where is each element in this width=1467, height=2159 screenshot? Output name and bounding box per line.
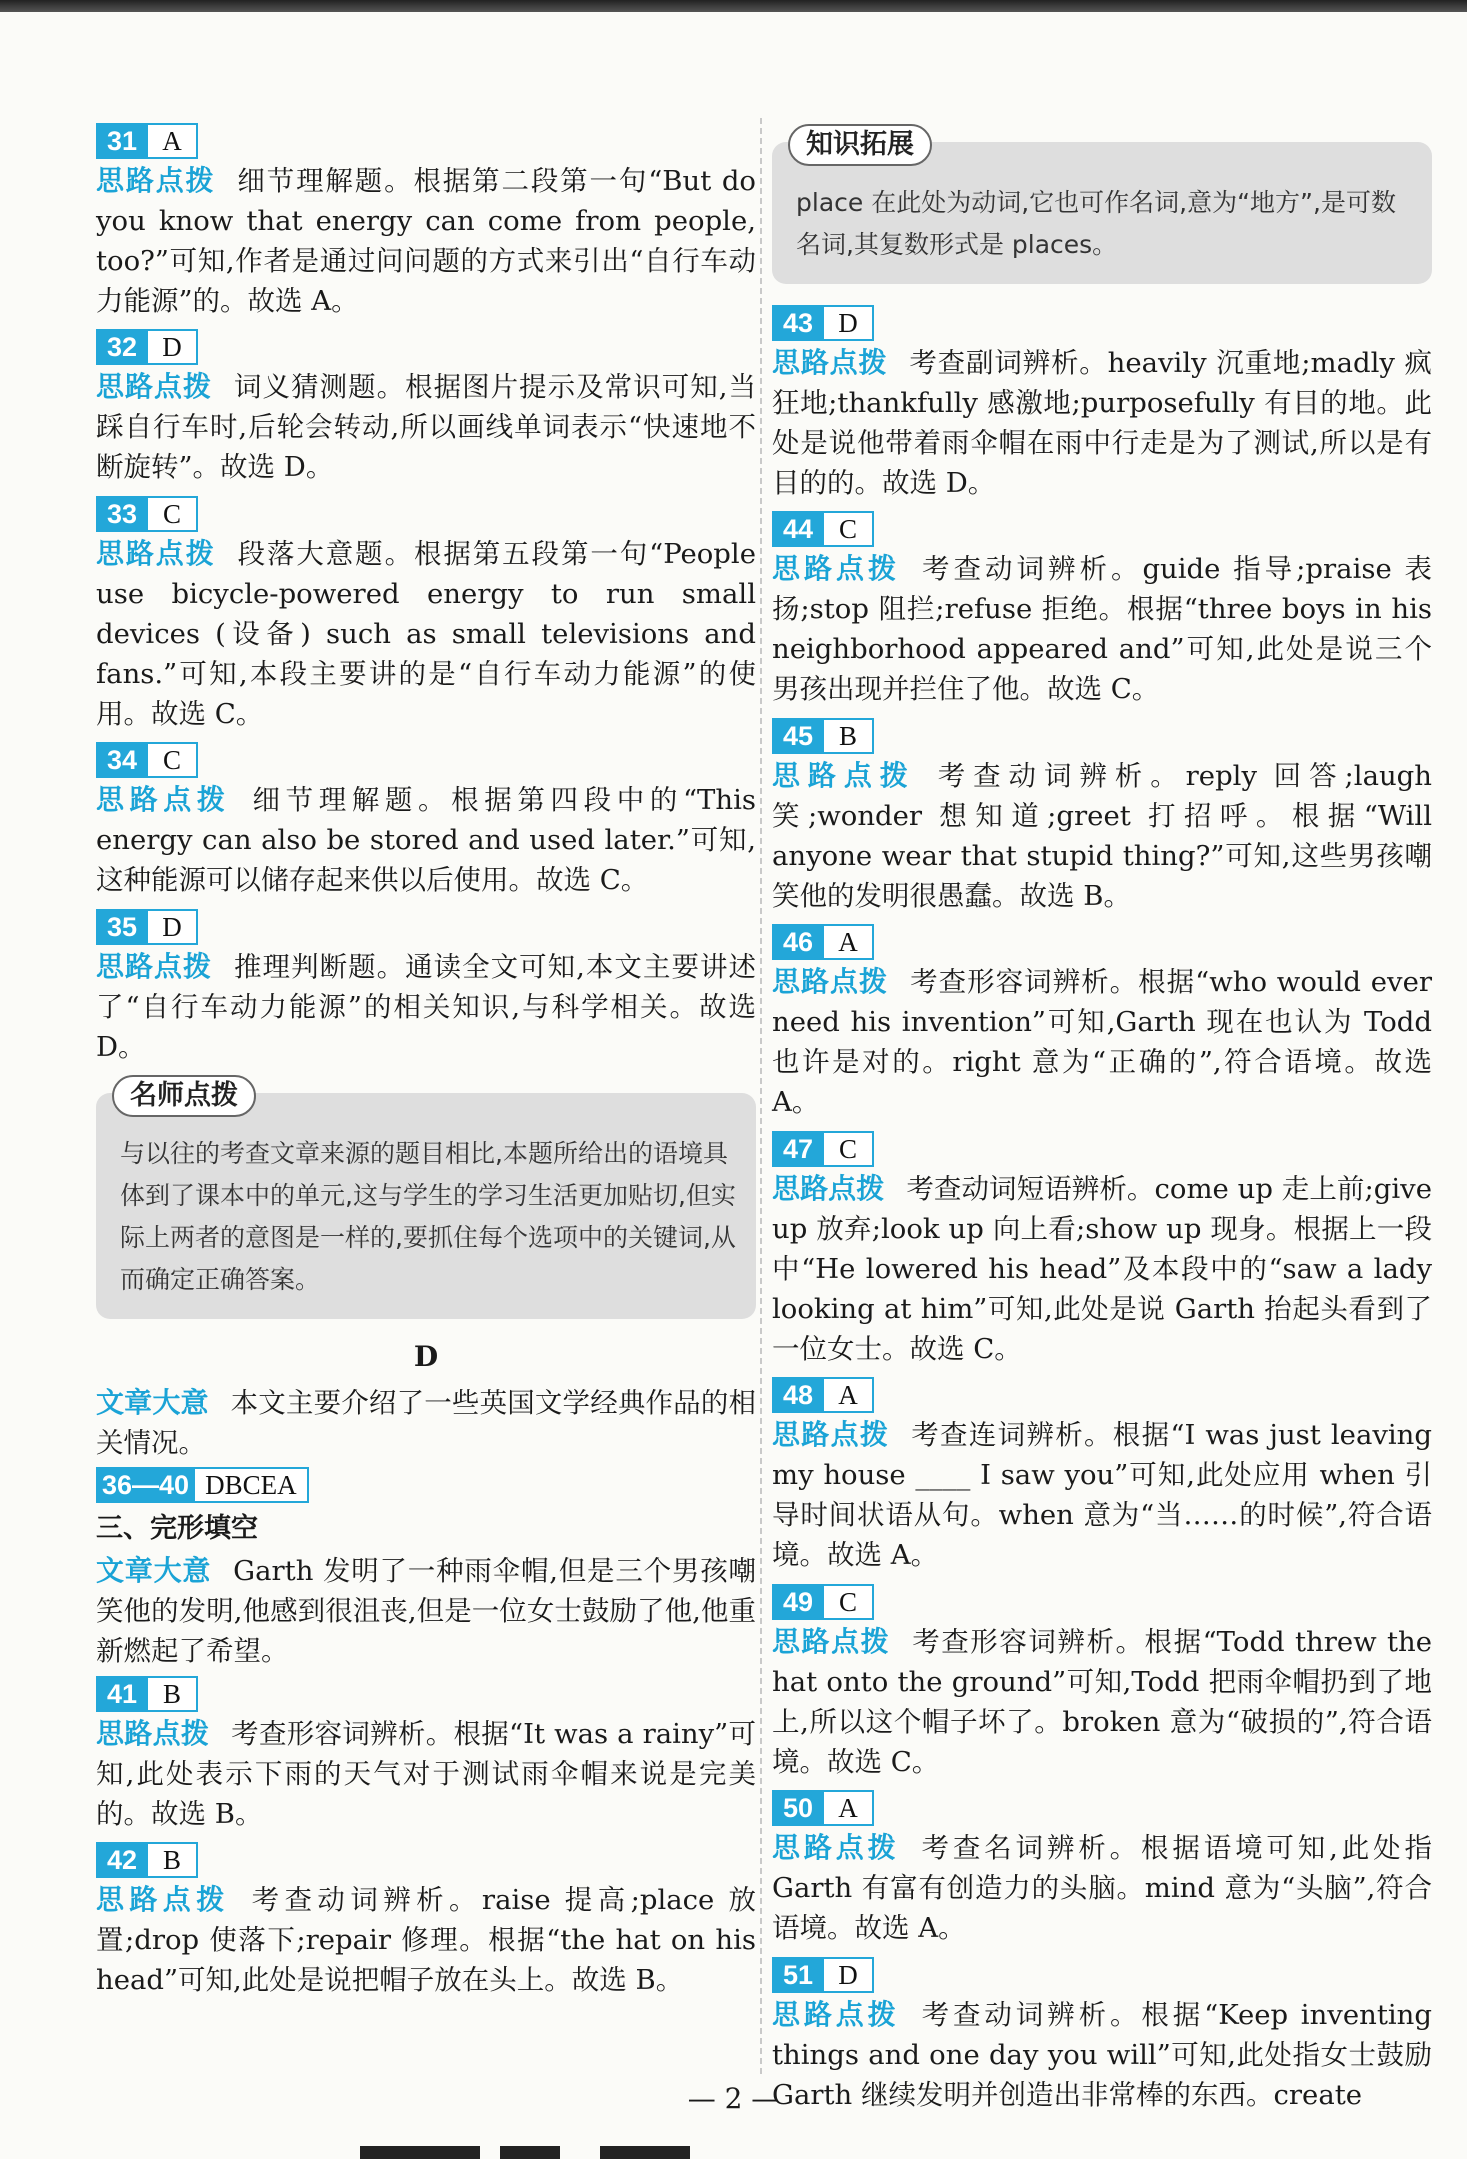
- hint-label: 思路点拨: [96, 949, 213, 983]
- question-tag: [96, 1676, 198, 1712]
- bottom-ink-mark: [360, 2146, 480, 2159]
- question-number: 35: [96, 909, 148, 945]
- hint-label: 思路点拨: [96, 370, 213, 403]
- answer-letter: A: [824, 924, 874, 960]
- explanation-text: 考查名词辨析。根据语境可知,此处指 Garth 有富有创造力的头脑。mind 意为“头脑”,符合语境。故选 A。: [772, 1832, 1432, 1944]
- question-number: 36—40: [96, 1467, 195, 1503]
- tip-box-text: place 在此处为动词,它也可作名词,意为“地方”,是可数名词,其复数形式是 places。: [796, 188, 1396, 259]
- top-edge-bar: [0, 0, 1467, 12]
- question-tag: [772, 1131, 874, 1167]
- answer-entry: [772, 1126, 1432, 1369]
- question-number: 47: [772, 1131, 824, 1167]
- question-tag: [772, 924, 874, 960]
- question-tag: [96, 329, 198, 365]
- question-number: 44: [772, 511, 824, 547]
- question-number: 51: [772, 1957, 824, 1993]
- answer-letter: A: [824, 1790, 874, 1826]
- right-column: [772, 120, 1432, 2119]
- question-number: 50: [772, 1790, 824, 1826]
- explanation-paragraph: [772, 343, 1432, 503]
- answer-entry: [772, 920, 1432, 1123]
- answer-entry: [772, 1373, 1432, 1576]
- hint-label: 思路点拨: [772, 965, 889, 998]
- hint-label: 思路点拨: [772, 1418, 890, 1451]
- hint-label: 思路点拨: [772, 1831, 900, 1864]
- question-number: 41: [96, 1676, 148, 1712]
- hint-label: 思路点拨: [96, 783, 231, 816]
- explanation-paragraph: [772, 1169, 1432, 1369]
- answer-letter: D: [148, 329, 198, 365]
- summary-text: Garth 发明了一种雨伞帽,但是三个男孩嘲笑他的发明,他感到很沮丧,但是一位女士鼓励了他,他重新燃起了希望。: [96, 1555, 756, 1667]
- answer-entry: [96, 491, 756, 734]
- question-tag: [96, 496, 198, 532]
- explanation-paragraph: [772, 756, 1432, 916]
- explanation-text: 考查副词辨析。heavily 沉重地;madly 疯狂地;thankfully 感激地;purposefully 有目的地。此处是说他带着雨伞帽在雨中行走是为了测试,所以是有目的的。故选 D。: [772, 346, 1432, 499]
- explanation-text: 考查动词辨析。guide 指导;praise 表扬;stop 阻拦;refuse 拒绝。根据“three boys in his neighborhood appeared and”可知,此处是说三个男孩出现并拦住了他。故选 C。: [772, 553, 1432, 705]
- answer-entry: [96, 325, 756, 488]
- answer-entry: [96, 1463, 756, 1506]
- explanation-paragraph: [772, 549, 1432, 709]
- question-tag: [96, 1467, 309, 1503]
- question-number: 31: [96, 123, 148, 159]
- bottom-ink-mark: [500, 2146, 560, 2159]
- answer-letter: C: [824, 511, 874, 547]
- explanation-text: 考查连词辨析。根据“I was just leaving my house ____ I saw you”可知,此处应用 when 引导时间状语从句。when 意为“当……的时候”,符合语境。故选 A。: [772, 1419, 1432, 1571]
- question-number: 42: [96, 1842, 148, 1878]
- answer-letter: D: [824, 305, 874, 341]
- explanation-text: 词义猜测题。根据图片提示及常识可知,当踩自行车时,后轮会转动,所以画线单词表示“快速地不断旋转”。故选 D。: [96, 371, 756, 483]
- answer-entry: [96, 904, 756, 1067]
- question-tag: [772, 1377, 874, 1413]
- explanation-paragraph: [96, 780, 756, 900]
- answer-letter: B: [824, 718, 874, 754]
- summary-label: 文章大意: [96, 1554, 212, 1587]
- answer-letter: B: [148, 1676, 198, 1712]
- tip-box-label: 知识拓展: [788, 124, 932, 166]
- explanation-paragraph: [772, 1415, 1432, 1575]
- tip-box-text: 与以往的考查文章来源的题目相比,本题所给出的语境具体到了课本中的单元,这与学生的学习生活更加贴切,但实际上两者的意图是一样的,要抓住每个选项中的关键词,从而确定正确答案。: [120, 1138, 736, 1294]
- hint-label: 思路点拨: [96, 1883, 230, 1916]
- question-tag: [772, 718, 874, 754]
- answer-letter: C: [824, 1131, 874, 1167]
- answer-letter: C: [148, 742, 198, 778]
- answer-letter: DBCEA: [195, 1467, 309, 1503]
- explanation-text: 考查动词短语辨析。come up 走上前;give up 放弃;look up 向上看;show up 现身。根据上一段中“He lowered his head”及本段中的“saw a lady looking at him”可知,此处是说 Garth 抬起头看到了一位女士。故选 C。: [772, 1172, 1432, 1365]
- column-divider: [760, 118, 762, 2078]
- answer-letter: D: [824, 1957, 874, 1993]
- question-tag: [772, 305, 874, 341]
- answer-entry: [772, 713, 1432, 916]
- answer-letter: A: [148, 123, 198, 159]
- hint-label: 思路点拨: [96, 1716, 210, 1750]
- question-number: 43: [772, 305, 824, 341]
- hint-label: 思路点拨: [772, 345, 888, 379]
- question-tag: [772, 1957, 874, 1993]
- question-number: 34: [96, 742, 148, 778]
- answer-entry: [96, 118, 756, 321]
- answer-letter: C: [824, 1584, 874, 1620]
- question-number: 48: [772, 1377, 824, 1413]
- question-tag: [96, 123, 198, 159]
- explanation-text: 考查动词辨析。reply 回答;laugh 笑;wonder 想知道;greet 打招呼。根据“Will anyone wear that stupid thing?”可知,这些男孩嘲笑他的发明很愚蠢。故选 B。: [772, 759, 1432, 912]
- explanation-text: 考查形容词辨析。根据“who would ever need his invention”可知,Garth 现在也认为 Todd 也许是对的。right 意为“正确的”,符合语境。故选 A。: [772, 966, 1432, 1118]
- answer-letter: A: [824, 1377, 874, 1413]
- hint-label: 思路点拨: [96, 163, 216, 197]
- explanation-paragraph: [772, 962, 1432, 1122]
- summary-text: 本文主要介绍了一些英国文学经典作品的相关情况。: [96, 1386, 756, 1459]
- answer-entry: [96, 1838, 756, 2001]
- left-column: [96, 118, 756, 2004]
- question-number: 45: [772, 718, 824, 754]
- answer-entry: [772, 1579, 1432, 1782]
- explanation-text: 细节理解题。根据第二段第一句“But do you know that energy can come from people, too?”可知,作者是通过问问题的方式来引出“自行车动力能源”的。故选 A。: [96, 164, 756, 317]
- page-number: — 2 —: [687, 2082, 780, 2115]
- question-number: 33: [96, 496, 148, 532]
- article-summary: [96, 1383, 756, 1463]
- answer-letter: C: [148, 496, 198, 532]
- explanation-paragraph: [96, 161, 756, 321]
- question-number: 32: [96, 329, 148, 365]
- tip-box-label: 名师点拨: [112, 1075, 256, 1117]
- explanation-text: 推理判断题。通读全文可知,本文主要讲述了“自行车动力能源”的相关知识,与科学相关。故选 D。: [96, 950, 756, 1063]
- summary-label: 文章大意: [96, 1385, 209, 1419]
- explanation-paragraph: [96, 1714, 756, 1834]
- question-tag: [772, 511, 874, 547]
- answer-entry: [772, 507, 1432, 710]
- hint-label: 思路点拨: [772, 1624, 891, 1658]
- explanation-paragraph: [96, 947, 756, 1067]
- tip-box: [772, 129, 1432, 284]
- explanation-paragraph: [772, 1828, 1432, 1948]
- explanation-text: 考查形容词辨析。根据“It was a rainy”可知,此处表示下雨的天气对于测试雨伞帽来说是完美的。故选 B。: [96, 1717, 756, 1830]
- answer-letter: D: [148, 909, 198, 945]
- answer-entry: [772, 1786, 1432, 1949]
- explanation-text: 段落大意题。根据第五段第一句“People use bicycle-powered energy to run small devices (设备) such as small televisions and fans.”可知,本段主要讲的是“自行车动力能源”的使用。故选 C。: [96, 537, 756, 730]
- question-number: 46: [772, 924, 824, 960]
- section-heading: 三、完形填空: [96, 1513, 258, 1544]
- question-tag: [96, 1842, 198, 1878]
- explanation-text: 考查动词辨析。根据“Keep inventing things and one day you will”可知,此处指女士鼓励 Garth 继续发明并创造出非常棒的东西。create: [772, 1998, 1432, 2111]
- answer-entry: [96, 738, 756, 901]
- question-tag: [96, 909, 198, 945]
- explanation-paragraph: [96, 534, 756, 734]
- article-summary: [96, 1551, 756, 1671]
- answer-letter: B: [148, 1842, 198, 1878]
- hint-label: 思路点拨: [772, 1997, 900, 2031]
- answer-entry: [772, 300, 1432, 503]
- explanation-paragraph: [96, 1880, 756, 2000]
- question-tag: [96, 742, 198, 778]
- explanation-paragraph: [96, 367, 756, 487]
- explanation-text: 考查形容词辨析。根据“Todd threw the hat onto the ground”可知,Todd 把雨伞帽扔到了地上,所以这个帽子坏了。broken 意为“破损的”,符合语境。故选 C。: [772, 1625, 1432, 1778]
- hint-label: 思路点拨: [96, 536, 216, 570]
- bottom-ink-mark: [600, 2146, 690, 2159]
- hint-label: 思路点拨: [772, 552, 900, 585]
- section-letter: D: [413, 1339, 439, 1373]
- question-tag: [772, 1790, 874, 1826]
- explanation-paragraph: [772, 1622, 1432, 1782]
- explanation-text: 细节理解题。根据第四段中的“This energy can also be stored and used later.”可知,这种能源可以储存起来供以后使用。故选 C。: [96, 784, 756, 896]
- hint-label: 思路点拨: [772, 758, 916, 792]
- hint-label: 思路点拨: [772, 1171, 885, 1205]
- explanation-text: 考查动词辨析。raise 提高;place 放置;drop 使落下;repair 修理。根据“the hat on his head”可知,此处是说把帽子放在头上。故选 B。: [96, 1884, 756, 1996]
- tip-box: [96, 1079, 756, 1319]
- question-tag: [772, 1584, 874, 1620]
- question-number: 49: [772, 1584, 824, 1620]
- answer-entry: [96, 1671, 756, 1834]
